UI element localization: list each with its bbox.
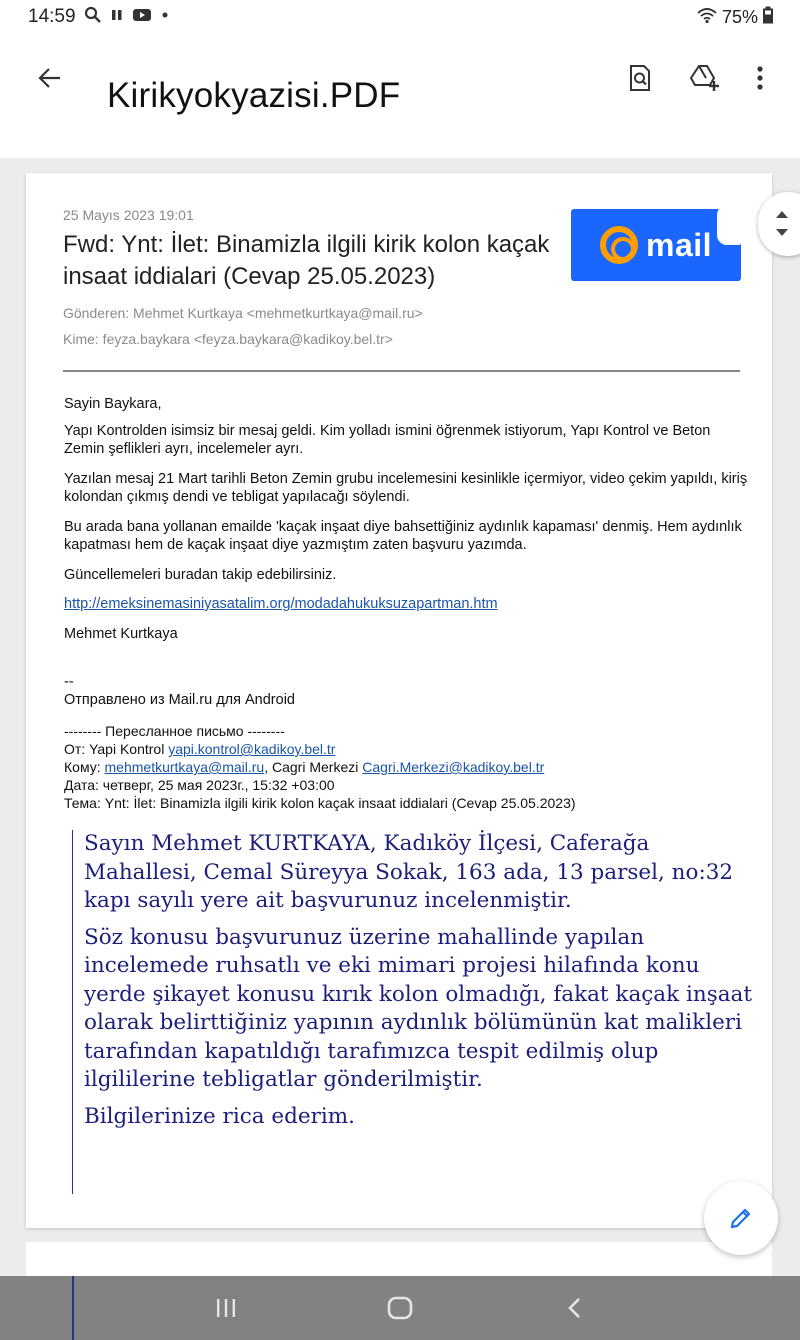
- quote-paragraph: Bilgilerinize rica ederim.: [84, 1103, 355, 1129]
- quote-paragraph: Söz konusu başvurunuz üzerine mahallinde yapılan incelemede ruhsatlı ve eki mimari projesi hilafında konu yerde şikayet konusu kırık kolon olmadığı, fakat kaçak inşaat olarak belirttiğiniz yapının aydınlık bölümünün kat malikleri tarafından kapatıldığı tarafımızca tespit edilmiş olup ilgililerine tebligatlar gönderilmiştir.: [84, 924, 753, 1092]
- document-title: Kirikyokyazisi.PDF: [107, 76, 401, 115]
- quote-paragraph: Sayın Mehmet KURTKAYA, Kadıköy İlçesi, Caferağa Mahallesi, Cemal Süreyya Sokak, 163 ada, 13 parsel, no:32 kapı sayılı yere ait başvurunuz incelenmiştir.: [84, 831, 734, 913]
- forwarded-date: Дата: четверг, 25 мая 2023г., 15:32 +03:00: [64, 777, 335, 793]
- edit-pencil-icon[interactable]: [704, 1181, 778, 1255]
- email-from: Gönderen: Mehmet Kurtkaya <mehmetkurtkaya@mail.ru>: [63, 305, 423, 321]
- forwarded-from-email[interactable]: yapi.kontrol@kadikoy.bel.tr: [168, 741, 336, 757]
- email-paragraph: Bu arada bana yollanan emailde 'kaçak inşaat diye bahsettiğiniz aydınlık kapaması' denmiş. Hem aydınlık kapatması hem de kaçak inşaat diye yazmıştım zaten başvuru yazımda.: [64, 519, 742, 553]
- status-bar: [0, 0, 800, 34]
- scroll-handle-shadow: [717, 205, 747, 245]
- status-notification-icons: [84, 5, 170, 29]
- battery-percent: 75%: [721, 7, 758, 27]
- email-date: 25 Mayıs 2023 19:01: [63, 207, 194, 223]
- forwarded-to-email[interactable]: mehmetkurtkaya@mail.ru: [104, 759, 265, 775]
- home-icon[interactable]: [370, 1286, 430, 1330]
- forwarded-to-label: Кому:: [64, 759, 105, 775]
- forwarded-from-label: От: Yapi Kontrol: [64, 741, 169, 757]
- add-to-drive-icon[interactable]: [683, 56, 727, 100]
- wifi-icon: [696, 6, 718, 29]
- battery-icon: [762, 6, 774, 29]
- system-nav-bar: [0, 1276, 800, 1340]
- header-divider: [63, 370, 740, 372]
- fast-scroll-handle[interactable]: [758, 192, 800, 256]
- email-signature: Mehmet Kurtkaya: [64, 626, 178, 642]
- forwarded-to-middle: , Cagri Merkezi: [264, 759, 363, 775]
- back-arrow-icon[interactable]: [30, 58, 70, 98]
- quote-border-overflow: [72, 1276, 74, 1340]
- email-subject: Fwd: Ynt: İlet: Binamizla ilgili kirik kolon kaçak insaat iddialari (Cevap 25.05.2023): [63, 231, 550, 290]
- email-link[interactable]: http://emeksinemasiniyasatalim.org/modadahukuksuzapartman.htm: [64, 596, 498, 612]
- forwarded-to: [64, 758, 754, 776]
- mail-ru-logo: [571, 209, 741, 281]
- status-time: 14:59: [28, 6, 76, 27]
- youtube-icon: [132, 7, 152, 28]
- forwarded-header: [64, 722, 754, 812]
- pause-icon: [110, 7, 124, 28]
- email-paragraph: Güncellemeleri buradan takip edebilirsiniz.: [64, 567, 337, 583]
- email-paragraph: Yapı Kontrolden isimsiz bir mesaj geldi. Kim yolladı ismini öğrenmek istiyorum, Yapı Kontrol ve Beton Zemin şeflikleri ayrı, incelemeler ayrı.: [64, 423, 711, 457]
- dot-icon: [160, 7, 170, 28]
- at-sign-icon: [600, 226, 638, 264]
- app-bar: [0, 34, 800, 158]
- search-document-icon[interactable]: [618, 56, 662, 100]
- recent-apps-icon[interactable]: [196, 1286, 256, 1330]
- forwarded-from: [64, 740, 754, 758]
- email-to: Kime: feyza.baykara <feyza.baykara@kadikoy.bel.tr>: [63, 331, 393, 347]
- forwarded-title: -------- Пересланное письмо --------: [64, 723, 285, 739]
- logo-text: mail: [645, 226, 713, 263]
- sent-from-line: Отправлено из Mail.ru для Android: [64, 692, 295, 708]
- signature-dash: --: [64, 674, 74, 690]
- more-vert-icon[interactable]: [738, 56, 782, 100]
- email-paragraph: Yazılan mesaj 21 Mart tarihli Beton Zemin grubu incelemesini kesinlikle içermiyor, video çekim yapıldı, kiriş kolondan çıkmış dendi ve tebligat yapılacağı söylendi.: [64, 471, 748, 505]
- search-icon: [84, 6, 102, 29]
- forwarded-cc-email[interactable]: Cagri.Merkezi@kadikoy.bel.tr: [362, 759, 545, 775]
- email-greeting: Sayin Baykara,: [64, 396, 162, 412]
- forwarded-subject: Тема: Ynt: İlet: Binamizla ilgili kirik kolon kaçak insaat iddialari (Cevap 25.05.2023): [64, 795, 576, 811]
- pdf-page: [26, 173, 772, 1228]
- quoted-reply: [72, 830, 752, 1194]
- back-icon[interactable]: [545, 1286, 605, 1330]
